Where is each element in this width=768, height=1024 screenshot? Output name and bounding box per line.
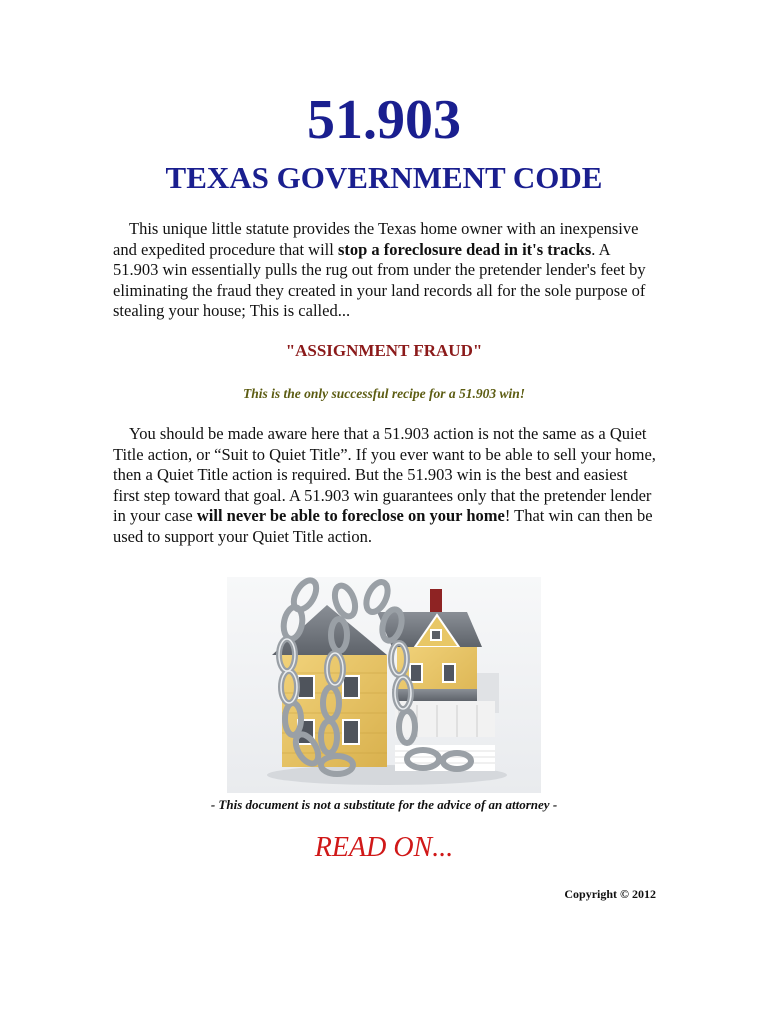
quiet-title-paragraph	[113, 424, 658, 547]
document-title: TEXAS GOVERNMENT CODE	[165, 160, 603, 195]
quiet-title-text-2: ! That win can then be used to support your Quiet Title action.	[113, 506, 653, 546]
intro-bold-text: stop a foreclosure dead in it's tracks	[337, 239, 592, 259]
intro-text-1: This unique little statute provides the Texas home owner with an inexpensive and expedited procedure that will	[113, 219, 639, 259]
quiet-title-bold-text: will never be able to foreclose on your home	[196, 506, 505, 525]
statute-number: 51.903	[307, 89, 461, 151]
assignment-fraud-heading: "ASSIGNMENT FRAUD"	[285, 341, 483, 360]
attorney-disclaimer: - This document is not a substitute for the advice of an attorney -	[210, 797, 558, 812]
recipe-line: This is the only successful recipe for a 51.903 win!	[242, 386, 525, 401]
chained-house-image	[227, 577, 541, 793]
intro-text-2: . A 51.903 win essentially pulls the rug out from under the pretender lender's feet by eliminating the fraud they created in your land records all for the sole purpose of stealing your house; This is called...	[113, 239, 646, 320]
copyright-notice: Copyright © 2012	[564, 887, 656, 901]
read-on-text: READ ON...	[314, 832, 454, 863]
intro-paragraph	[113, 219, 658, 322]
quiet-title-text-1: You should be made aware here that a 51.903 action is not the same as a Quiet Title action, or “Suit to Quiet Title”. If you ever want to be able to sell your home, then a Quiet Title action is required. But the 51.903 win is the best and easiest first step toward that goal. A 51.903 win guarantees only that the pretender lender in your case	[113, 424, 656, 525]
